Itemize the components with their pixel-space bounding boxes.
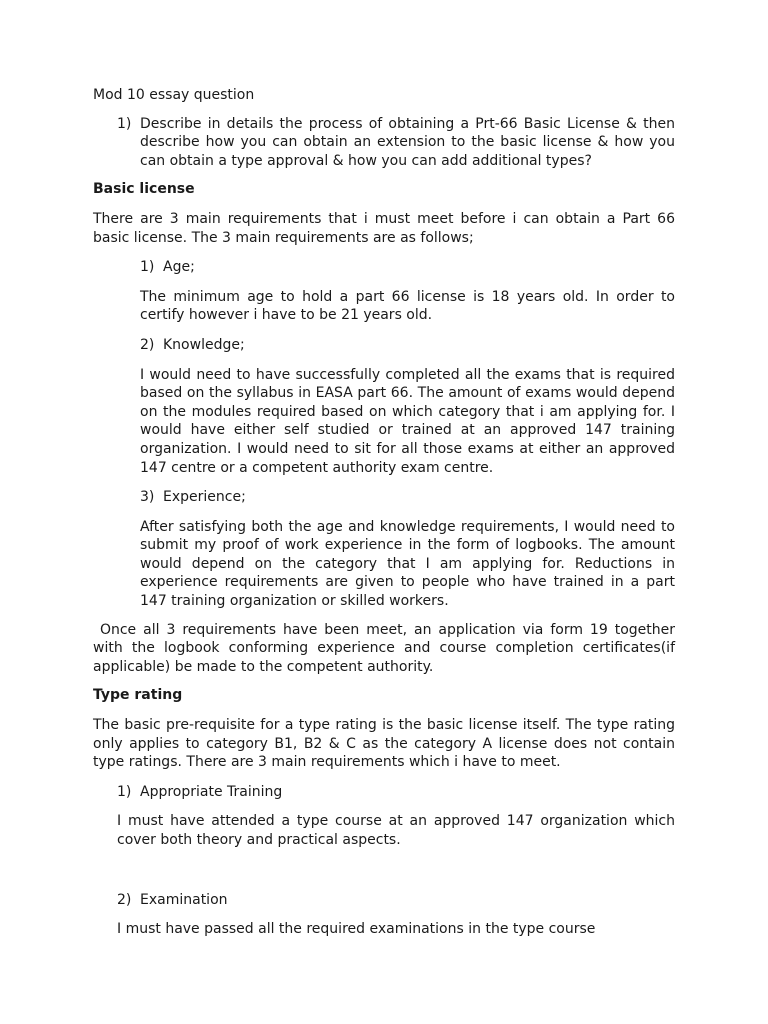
requirement-label: Examination [140,891,228,908]
document-page [93,86,680,939]
basic-license-heading: Basic license [93,181,195,198]
type-rating-intro: The basic pre-requisite for a type rating is the basic license itself. The type rating only applies to category B1, B2 & C as the category A license does not contain type ratings. There are 3 main requirements which i have to meet. [93,717,675,771]
requirement-number: 2) [140,336,155,353]
requirement-label: Appropriate Training [140,783,283,800]
type-rating-heading: Type rating [93,687,183,704]
requirement-training [93,783,675,802]
requirement-experience-body: After satisfying both the age and knowledge requirements, I would need to submit my proof of work experience in the form of logbooks. The amount would depend on the category that I am applying for. Reductions in experience requirements are given to people who have trained in a part 147 training organization or skilled workers. [140,518,675,610]
requirement-number: 2) [117,891,132,908]
requirement-label: Experience; [163,489,246,506]
basic-license-intro: There are 3 main requirements that i must meet before i can obtain a Part 66 basic license. The 3 main requirements are as follows; [93,210,675,246]
question-number: 1) [117,115,132,132]
requirement-label: Knowledge; [163,336,245,353]
requirement-training-body: I must have attended a type course at an approved 147 organization which cover both theory and practical aspects. [117,813,675,848]
requirement-age-body: The minimum age to hold a part 66 license is 18 years old. In order to certify however i have to be 21 years old. [140,288,675,324]
requirement-number: 1) [117,783,132,800]
requirement-experience [93,488,675,507]
document-title: Mod 10 essay question [93,87,255,103]
requirement-number: 3) [140,489,155,506]
requirement-knowledge-body: I would need to have successfully completed all the exams that is required based on the syllabus in EASA part 66. The amount of exams would depend on the modules required based on which category that i am applying for. I would have either self studied or trained at an approved 147 training organization. I would need to sit for all those exams at either an approved 147 centre or a competent authority exam centre. [140,366,675,476]
requirement-knowledge [93,336,675,355]
requirement-label: Age; [163,259,195,276]
requirement-examination-body: I must have passed all the required examinations in the type course [117,921,596,938]
requirement-number: 1) [140,259,155,276]
basic-license-conclusion: Once all 3 requirements have been meet, an application via form 19 together with the logbook conforming experience and course completion certificates(if applicable) be made to the competent authority. [93,621,680,675]
requirement-age [93,258,675,277]
essay-question [93,115,675,171]
question-text: Describe in details the process of obtaining a Prt-66 Basic License & then describe how you can obtain an extension to the basic license & how you can obtain a type approval & how you can add additional types? [140,115,675,169]
requirement-examination [93,891,675,910]
